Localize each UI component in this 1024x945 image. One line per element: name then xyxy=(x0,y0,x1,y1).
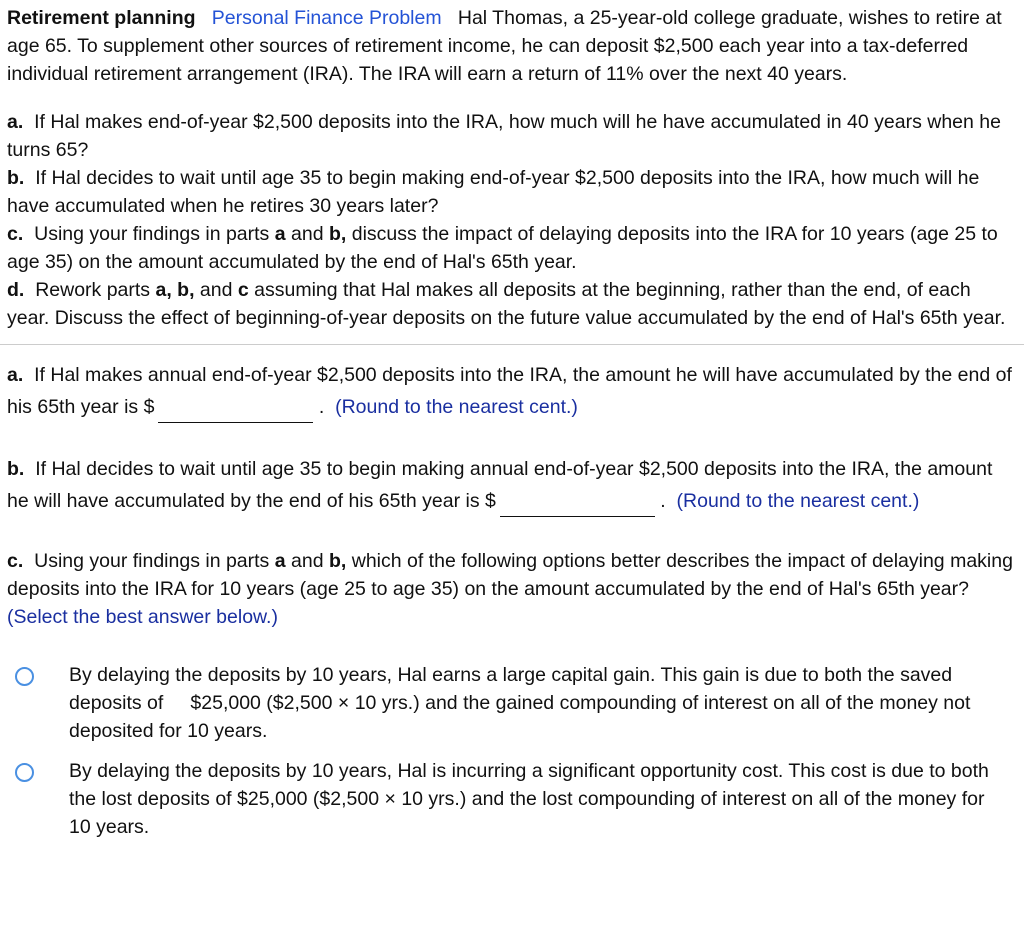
part-d: d. Rework parts a, b, and c assuming that Hal makes all deposits at the beginning, rather than the end, of each year. Discuss the effect of beginning-of-year deposits on the future value accumulated by the end of Hal's 65th year. xyxy=(7,279,1006,329)
answer-a-hint: (Round to the nearest cent.) xyxy=(335,396,578,418)
question-c-hint: (Select the best answer below.) xyxy=(7,606,278,628)
problem-category: Personal Finance Problem xyxy=(211,7,442,29)
question-c: c. Using your findings in parts a and b, which of the following options better describes the impact of delaying making deposits into the IRA for 10 years (age 25 to age 35) on the amount accumulated by the end of Hal's 65th year? (Select the best answer below.) xyxy=(7,550,1013,628)
problem-title: Retirement planning xyxy=(7,7,196,29)
problem-statement xyxy=(7,4,1017,88)
part-c: c. Using your findings in parts a and b, discuss the impact of delaying deposits into the IRA for 10 years (age 25 to age 35) on the amount accumulated by the end of Hal's 65th year. xyxy=(7,223,998,273)
question-a: a. If Hal makes annual end-of-year $2,500 deposits into the IRA, the amount he will have accumulated by the end of his 65th year is $ . (Round to the nearest cent.) xyxy=(7,359,1017,423)
answer-a-input[interactable] xyxy=(158,400,313,423)
option-2[interactable] xyxy=(7,757,1017,841)
part-b: b. If Hal decides to wait until age 35 to begin making end-of-year $2,500 deposits into the IRA, how much will he have accumulated when he retires 30 years later? xyxy=(7,167,980,217)
option-2-text: By delaying the deposits by 10 years, Hal is incurring a significant opportunity cost. This cost is due to both the lost deposits of $25,000 ($2,500 × 10 yrs.) and the lost compounding of interest on all of the money for 10 years. xyxy=(69,760,989,838)
answer-b-hint: (Round to the nearest cent.) xyxy=(676,490,920,512)
question-b: b. If Hal decides to wait until age 35 to begin making annual end-of-year $2,500 deposits into the IRA, the amount he will have accumulated by the end of his 65th year is $ . (Round to the nearest cent.) xyxy=(7,453,1017,517)
option-1-radio[interactable] xyxy=(15,667,34,686)
option-1[interactable] xyxy=(7,661,1017,745)
section-divider xyxy=(0,344,1024,345)
option-1-text: By delaying the deposits by 10 years, Hal earns a large capital gain. This gain is due to both the saved deposits of $25,000 ($2,500 × 10 yrs.) and the gained compounding of interest on all of the money not deposited for 10 years. xyxy=(69,664,971,742)
problem-parts xyxy=(7,108,1017,332)
part-a: a. If Hal makes end-of-year $2,500 deposits into the IRA, how much will he have accumulated in 40 years when he turns 65? xyxy=(7,111,1001,161)
option-2-radio[interactable] xyxy=(15,763,34,782)
answer-b-input[interactable] xyxy=(500,494,655,517)
problem-intro: Hal Thomas, a 25-year-old college graduate, wishes to retire at age 65. To supplement other sources of retirement income, he can deposit $2,500 each year into a tax-deferred individual retirement arrangement (IRA). The IRA will earn a return of 11% over the next 40 years. xyxy=(7,7,1002,85)
